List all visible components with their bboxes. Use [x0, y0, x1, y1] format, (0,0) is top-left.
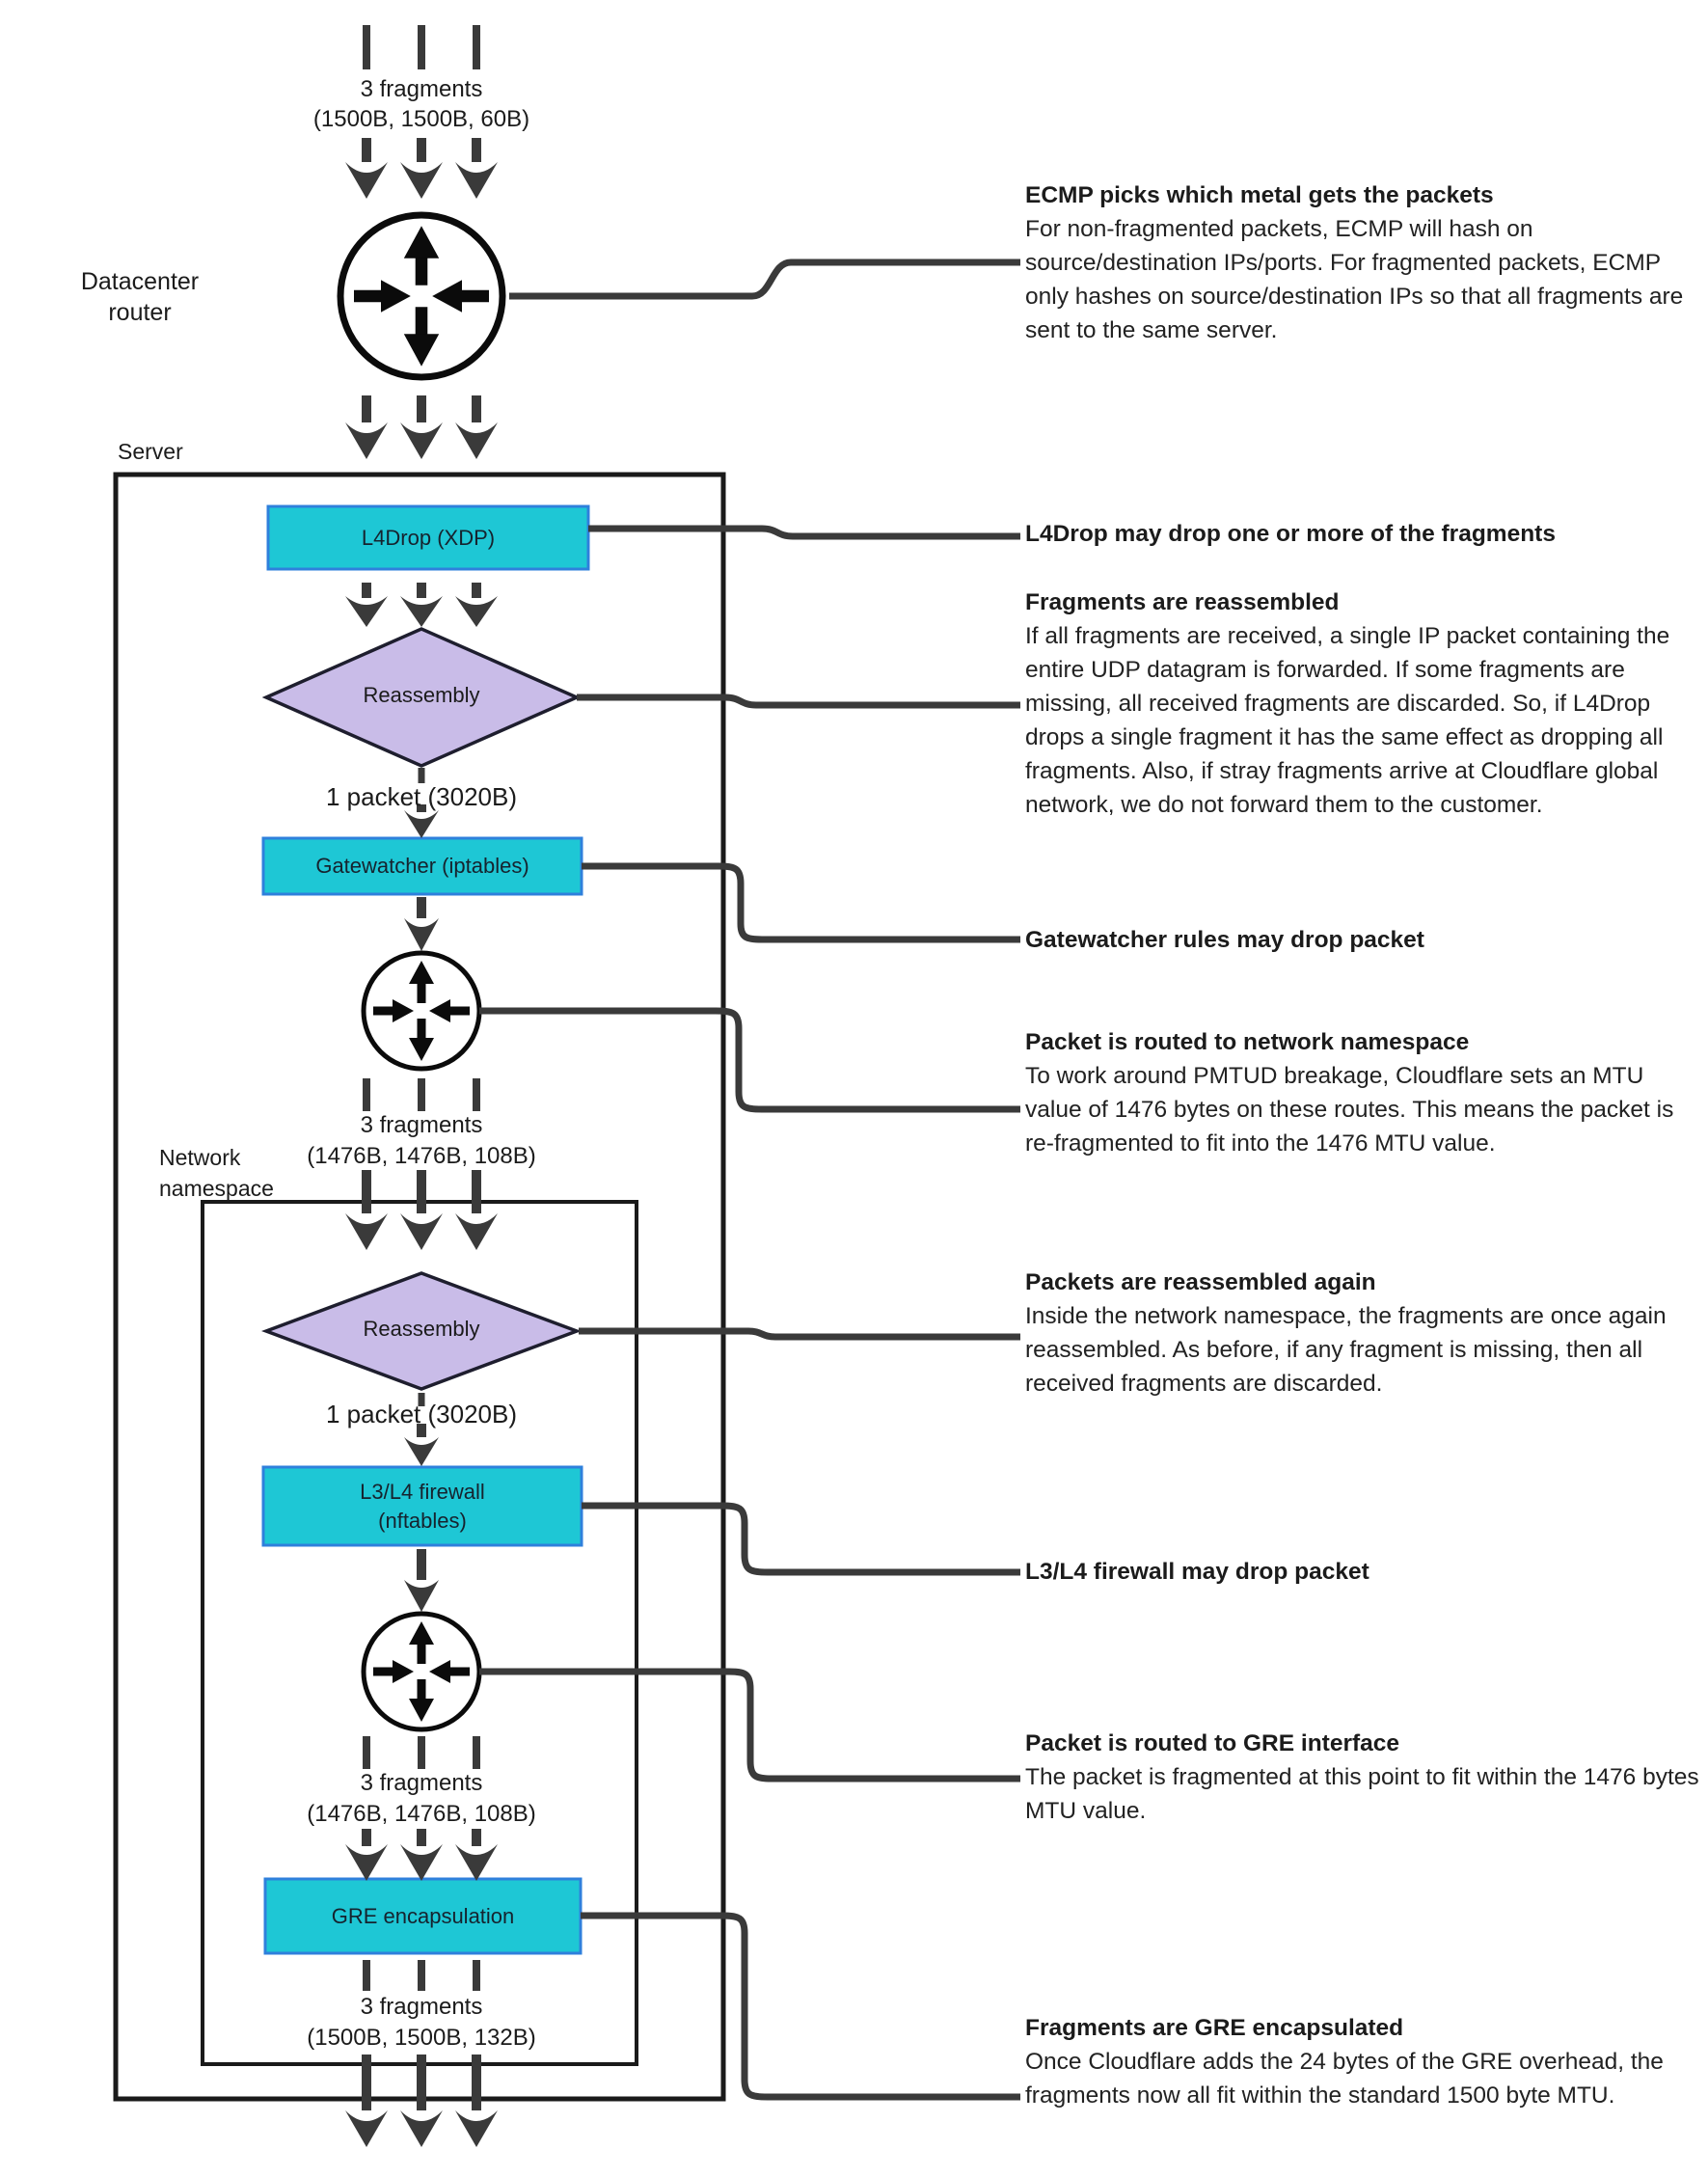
l4drop-label: L4Drop (XDP)	[361, 525, 496, 550]
note-reassembled	[1025, 585, 1706, 822]
l3l4-line1: L3/L4 firewall	[360, 1479, 485, 1504]
fragment-arrows-to-reassembly	[345, 583, 498, 627]
connector-reassembly-2	[579, 1331, 1020, 1337]
connector-route-1	[479, 1011, 1020, 1109]
fragment-arrows-exit	[345, 2055, 498, 2147]
connector-gatewatcher	[582, 866, 1020, 939]
note-netns-route-body: To work around PMTUD breakage, Cloudflare sets an MTU value of 1476 bytes on these routes. This means the packet is re-fragmented to fit into the 1476 MTU value.	[1025, 1063, 1674, 1157]
fragment-arrows-into-server	[345, 395, 498, 459]
gatewatcher-label: Gatewatcher (iptables)	[315, 854, 529, 878]
note-reassembled-body: If all fragments are received, a single IP packet containing the entire UDP datagram is forwarded. If some fragments are missing, all received fragments are discarded. So, if L4Drop drops a single fragment it has the same effect as dropping all fragments. Also, if stray fragments arrive at Cloudflare global network, we do not forward them to the customer.	[1025, 623, 1670, 818]
top-fragments-line2: (1500B, 1500B, 60B)	[312, 106, 530, 132]
note-reassembled-again-body: Inside the network namespace, the fragments are once again reassembled. As before, if any fragment is missing, then all received fragments are discarded.	[1025, 1303, 1667, 1397]
fragment-dashes-top	[366, 25, 476, 69]
fragment-dashes-gre-out	[366, 1960, 476, 1991]
connector-l3l4	[582, 1506, 1020, 1572]
connector-reassembly-1	[577, 697, 1020, 705]
note-gre-route-body: The packet is fragmented at this point to fit within the 1476 bytes MTU value.	[1025, 1764, 1699, 1824]
note-l3l4-title: L3/L4 firewall may drop packet	[1025, 1559, 1369, 1585]
l3l4-firewall-label	[263, 1467, 582, 1545]
server-label: Server	[118, 439, 183, 464]
gre-in-fragments-label	[248, 1768, 595, 1830]
note-reassembled-again	[1025, 1265, 1706, 1401]
note-l4drop	[1025, 517, 1706, 551]
bottom-fragments-line2: (1500B, 1500B, 132B)	[307, 2025, 536, 2051]
mid-fragments-line1: 3 fragments	[360, 1112, 483, 1138]
connector-l4drop	[588, 529, 1020, 536]
fragment-arrows-into-namespace	[345, 1170, 498, 1250]
gre-in-fragments-line1: 3 fragments	[360, 1770, 483, 1796]
note-l3l4	[1025, 1555, 1706, 1589]
packet-1-label: 1 packet (3020B)	[325, 782, 517, 811]
note-l4drop-title: L4Drop may drop one or more of the fragments	[1025, 521, 1556, 547]
top-fragments-label	[248, 74, 595, 134]
fragment-arrows-into-router	[345, 138, 498, 199]
reassembly-1-label: Reassembly	[363, 683, 480, 707]
note-gre-encap-body: Once Cloudflare adds the 24 bytes of the GRE overhead, the fragments now all fit within the standard 1500 byte MTU.	[1025, 2049, 1664, 2109]
note-reassembled-again-title: Packets are reassembled again	[1025, 1269, 1376, 1295]
note-ecmp-title: ECMP picks which metal gets the packets	[1025, 182, 1494, 208]
packet-arrow-into-l3l4	[404, 1424, 439, 1466]
note-ecmp-body: For non-fragmented packets, ECMP will hash on source/destination IPs/ports. For fragmented packets, ECMP only hashes on source/destination IPs so that all fragments are sent to the same server.	[1025, 216, 1684, 343]
l3l4-line2: (nftables)	[378, 1508, 467, 1533]
note-ecmp	[1025, 178, 1706, 347]
mid-fragments-line2: (1476B, 1476B, 108B)	[307, 1143, 536, 1169]
connector-gre	[581, 1916, 1020, 2097]
connector-ecmp	[509, 262, 1020, 296]
connector-route-2	[479, 1672, 1020, 1779]
reassembly-2-label: Reassembly	[363, 1317, 480, 1341]
fragment-dashes-gre-in	[366, 1736, 476, 1769]
packet-2-label: 1 packet (3020B)	[325, 1400, 517, 1429]
note-gatewatcher	[1025, 923, 1706, 957]
gre-in-fragments-line2: (1476B, 1476B, 108B)	[307, 1801, 536, 1827]
route-icon-1	[364, 953, 479, 1069]
datacenter-router-label: Datacenter router	[80, 268, 200, 326]
route-icon-2	[364, 1614, 479, 1729]
note-gre-encap-title: Fragments are GRE encapsulated	[1025, 2015, 1404, 2041]
note-netns-route-title: Packet is routed to network namespace	[1025, 1029, 1470, 1055]
top-fragments-line1: 3 fragments	[360, 76, 483, 102]
packet-arrow-to-route-2	[404, 1549, 439, 1612]
bottom-fragments-label	[248, 1992, 595, 2054]
datacenter-router-icon	[340, 215, 502, 377]
note-reassembled-title: Fragments are reassembled	[1025, 589, 1340, 615]
fragment-dashes-mid	[366, 1078, 476, 1111]
note-gre-route	[1025, 1727, 1706, 1828]
network-namespace-label: Network namespace	[159, 1145, 274, 1201]
gre-encapsulation-label: GRE encapsulation	[331, 1903, 515, 1928]
packet-arrow-to-route-1	[404, 897, 439, 951]
bottom-fragments-line1: 3 fragments	[360, 1994, 483, 2020]
note-gatewatcher-title: Gatewatcher rules may drop packet	[1025, 927, 1424, 953]
note-gre-route-title: Packet is routed to GRE interface	[1025, 1730, 1400, 1756]
note-netns-route	[1025, 1025, 1706, 1160]
fragment-arrows-into-gre	[345, 1829, 498, 1881]
note-gre-encap	[1025, 2011, 1706, 2112]
